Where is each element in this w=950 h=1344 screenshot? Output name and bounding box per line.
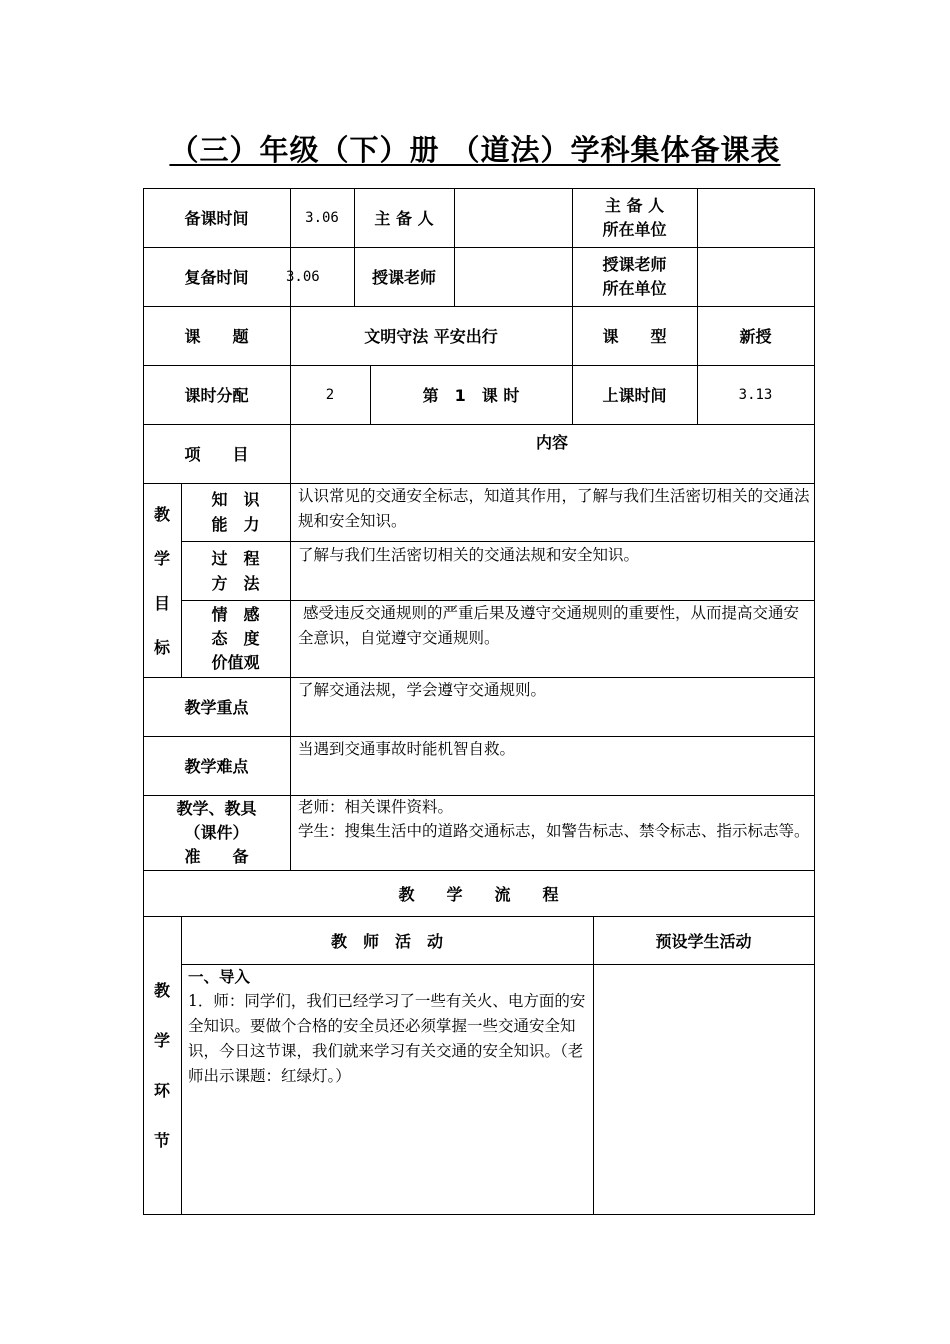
materials-content [298,795,810,843]
key-point-label: 教学重点 [184,698,249,717]
difficulty-label: 教学难点 [184,757,249,776]
main-unit-value [697,188,814,247]
review-time-value: 3.06 [286,268,320,285]
page-title: （三）年级（下）册 （道法）学科集体备课表 [169,133,781,167]
main-preparer-value [454,188,572,247]
teacher-activity-header: 教 师 活 动 [330,931,443,951]
objective-process-label: 过 程 方 法 [211,548,260,593]
prep-time-value: 3.06 [305,209,339,226]
materials-teacher-line: 老师：相关课件资料。 [298,798,454,816]
topic-label: 课 题 [184,327,249,346]
section-intro-title: 一、导入 [188,968,251,986]
process-side-label: 教 学 环 节 [153,980,170,1150]
key-point-content: 了解交通法规，学会遵守交通规则。 [298,681,547,699]
hours-label: 课时分配 [184,386,249,405]
content-label: 内容 [535,433,568,452]
item-label: 项 目 [184,445,249,464]
prep-time-label: 备课时间 [184,209,249,228]
main-preparer-label: 主 备 人 [374,209,434,228]
review-time-label: 复备时间 [184,268,249,287]
materials-label: 教学、教具 （课件） 准 备 [176,798,257,866]
intro-paragraph: 1．师：同学们，我们已经学习了一些有关火、电方面的安全知识。要做个合格的安全员还必须掌握一些交通安全知识，今日这节课，我们就来学习有关交通的安全知识。（老师出示课题：红绿灯。） [188,992,586,1085]
materials-student-line: 学生：搜集生活中的道路交通标志，如警告标志、禁令标志、指示标志等。 [298,822,810,840]
objective-emotion-content: 感受违反交通规则的严重后果及遵守交通规则的重要性，从而提高交通安全意识，自觉遵守交通规则。 [298,604,799,647]
teacher-label: 授课老师 [371,268,436,287]
objectives-side-label: 教 学 目 标 [153,504,170,658]
main-unit-label: 主 备 人 所在单位 [602,195,667,239]
teacher-value [454,247,572,306]
difficulty-content: 当遇到交通事故时能机智自救。 [298,740,516,758]
objective-knowledge-label: 知 识 能 力 [211,490,260,534]
student-activity-header: 预设学生活动 [655,931,752,951]
teacher-unit-label: 授课老师 所在单位 [602,254,667,298]
objective-emotion-label: 情 感 态 度 价值观 [211,604,260,672]
class-time-label: 上课时间 [602,386,667,405]
process-heading: 教 学 流 程 [398,884,559,904]
class-time-value: 3.13 [738,386,773,403]
period-label: 第 1 课 时 [422,386,520,405]
objective-process-content: 了解与我们生活密切相关的交通法规和安全知识。 [298,546,640,564]
objective-knowledge-content: 认识常见的交通安全标志，知道其作用，了解与我们生活密切相关的交通法规和安全知识。 [298,487,810,530]
hours-value: 2 [325,386,335,403]
teacher-unit-value [697,247,814,306]
topic-value: 文明守法 平安出行 [364,327,498,346]
type-value: 新授 [739,327,772,346]
type-label: 课 型 [602,327,667,346]
